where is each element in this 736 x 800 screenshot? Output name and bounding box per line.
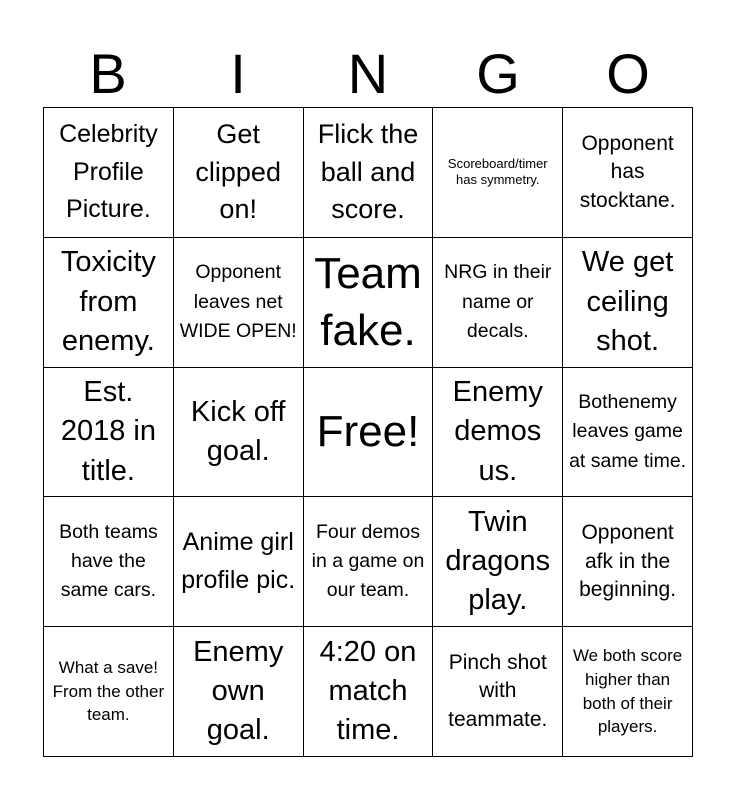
- bingo-cell-r4c1[interactable]: Both teams have the same cars.: [44, 497, 174, 627]
- bingo-cell-r3c3-free-space[interactable]: Free!: [304, 368, 434, 498]
- bingo-header: [43, 40, 693, 108]
- bingo-cell-r2c1[interactable]: Toxicity from enemy.: [44, 238, 174, 368]
- bingo-cell-r4c2[interactable]: Anime girl profile pic.: [174, 497, 304, 627]
- bingo-cell-r1c2[interactable]: Get clipped on!: [174, 108, 304, 238]
- bingo-cell-r2c3[interactable]: Team fake.: [304, 238, 434, 368]
- header-letter-n: N: [347, 42, 389, 105]
- bingo-cell-r5c4[interactable]: Pinch shot with teammate.: [433, 627, 563, 757]
- bingo-cell-r4c4[interactable]: Twin dragons play.: [433, 497, 563, 627]
- header-letter-o: O: [606, 42, 650, 105]
- header-letter-g: G: [476, 42, 520, 105]
- bingo-cell-r2c5[interactable]: We get ceiling shot.: [563, 238, 693, 368]
- bingo-cell-r4c5[interactable]: Opponent afk in the beginning.: [563, 497, 693, 627]
- bingo-cell-r1c5[interactable]: Opponent has stocktane.: [563, 108, 693, 238]
- bingo-cell-r4c3[interactable]: Four demos in a game on our team.: [304, 497, 434, 627]
- bingo-cell-r5c5[interactable]: We both score higher than both of their players.: [563, 627, 693, 757]
- bingo-card-grid: [43, 107, 693, 757]
- header-letter-i: I: [230, 42, 246, 105]
- header-letter-b: B: [89, 42, 127, 105]
- bingo-cell-r2c4[interactable]: NRG in their name or decals.: [433, 238, 563, 368]
- bingo-cell-r2c2[interactable]: Opponent leaves net WIDE OPEN!: [174, 238, 304, 368]
- bingo-cell-r1c4[interactable]: Scoreboard/timer has symmetry.: [433, 108, 563, 238]
- bingo-cell-r3c1[interactable]: Est. 2018 in title.: [44, 368, 174, 498]
- bingo-cell-r3c4[interactable]: Enemy demos us.: [433, 368, 563, 498]
- bingo-cell-r5c1[interactable]: What a save! From the other team.: [44, 627, 174, 757]
- bingo-cell-r3c5[interactable]: Bothenemy leaves game at same time.: [563, 368, 693, 498]
- bingo-cell-r5c3[interactable]: 4:20 on match time.: [304, 627, 434, 757]
- bingo-cell-r5c2[interactable]: Enemy own goal.: [174, 627, 304, 757]
- bingo-cell-r1c1[interactable]: Celebrity Profile Picture.: [44, 108, 174, 238]
- bingo-cell-r3c2[interactable]: Kick off goal.: [174, 368, 304, 498]
- bingo-cell-r1c3[interactable]: Flick the ball and score.: [304, 108, 434, 238]
